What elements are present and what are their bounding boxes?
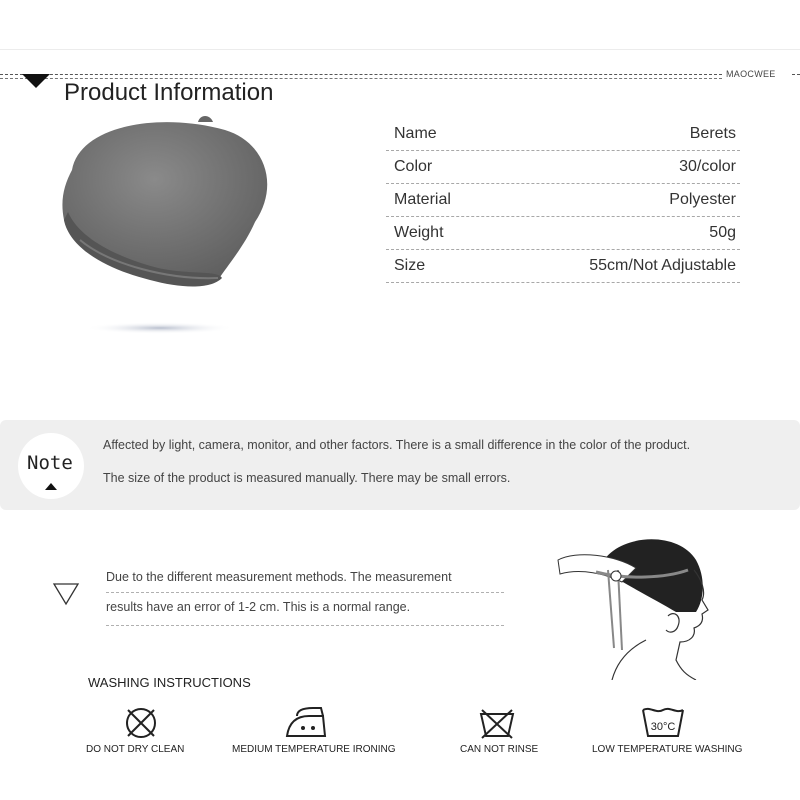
- product-info-table: [386, 118, 740, 283]
- info-row-material: [386, 184, 740, 217]
- note-line-1: Affected by light, camera, monitor, and other factors. There is a small difference in the color of the product.: [103, 438, 691, 452]
- no-rinse-icon: [478, 706, 516, 740]
- beret-image: [50, 100, 300, 340]
- info-row-weight: [386, 217, 740, 250]
- top-divider: [0, 49, 800, 50]
- info-value: 30/color: [679, 158, 736, 175]
- wash-label-ironing: MEDIUM TEMPERATURE IRONING: [232, 744, 396, 755]
- info-row-color: [386, 151, 740, 184]
- info-label: Weight: [394, 224, 444, 241]
- info-label: Name: [394, 125, 437, 142]
- note-line-2: The size of the product is measured manually. There may be small errors.: [103, 471, 511, 485]
- measurement-rule-2: [106, 625, 504, 626]
- info-value: 50g: [709, 224, 736, 241]
- head-measurement-illustration: [556, 530, 716, 680]
- wash-label-rinse: CAN NOT RINSE: [460, 744, 539, 755]
- brand-label: MAOCWEE: [726, 69, 776, 79]
- measurement-triangle-icon: [52, 582, 80, 606]
- info-row-size: [386, 250, 740, 283]
- page-title: Product Information: [64, 79, 274, 106]
- info-row-name: [386, 118, 740, 151]
- info-label: Color: [394, 158, 433, 175]
- measurement-line-2: results have an error of 1-2 cm. This is a normal range.: [106, 600, 411, 614]
- header-triangle-icon: [22, 74, 50, 88]
- header-rule: [0, 74, 722, 75]
- info-value: Berets: [689, 125, 736, 142]
- wash-temp-label: 30°C: [650, 721, 676, 733]
- measurement-line-1: Due to the different measurement methods. The measurement: [106, 570, 452, 584]
- header-rule-end: [792, 74, 800, 75]
- no-dry-clean-icon: [124, 706, 158, 740]
- note-badge-text: Note: [27, 452, 73, 474]
- iron-icon: [283, 706, 329, 740]
- info-label: Material: [394, 191, 451, 208]
- measurement-rule-1: [106, 592, 504, 593]
- wash-label-low-temp: LOW TEMPERATURE WASHING: [592, 744, 743, 755]
- info-value: Polyester: [669, 191, 736, 208]
- washing-title: WASHING INSTRUCTIONS: [88, 675, 251, 690]
- info-value: 55cm/Not Adjustable: [589, 257, 736, 274]
- info-label: Size: [394, 257, 426, 274]
- wash-label-dry-clean: DO NOT DRY CLEAN: [86, 744, 185, 755]
- note-triangle-icon: [45, 483, 57, 490]
- note-band: [0, 420, 800, 510]
- wash-tub-icon: [640, 704, 686, 740]
